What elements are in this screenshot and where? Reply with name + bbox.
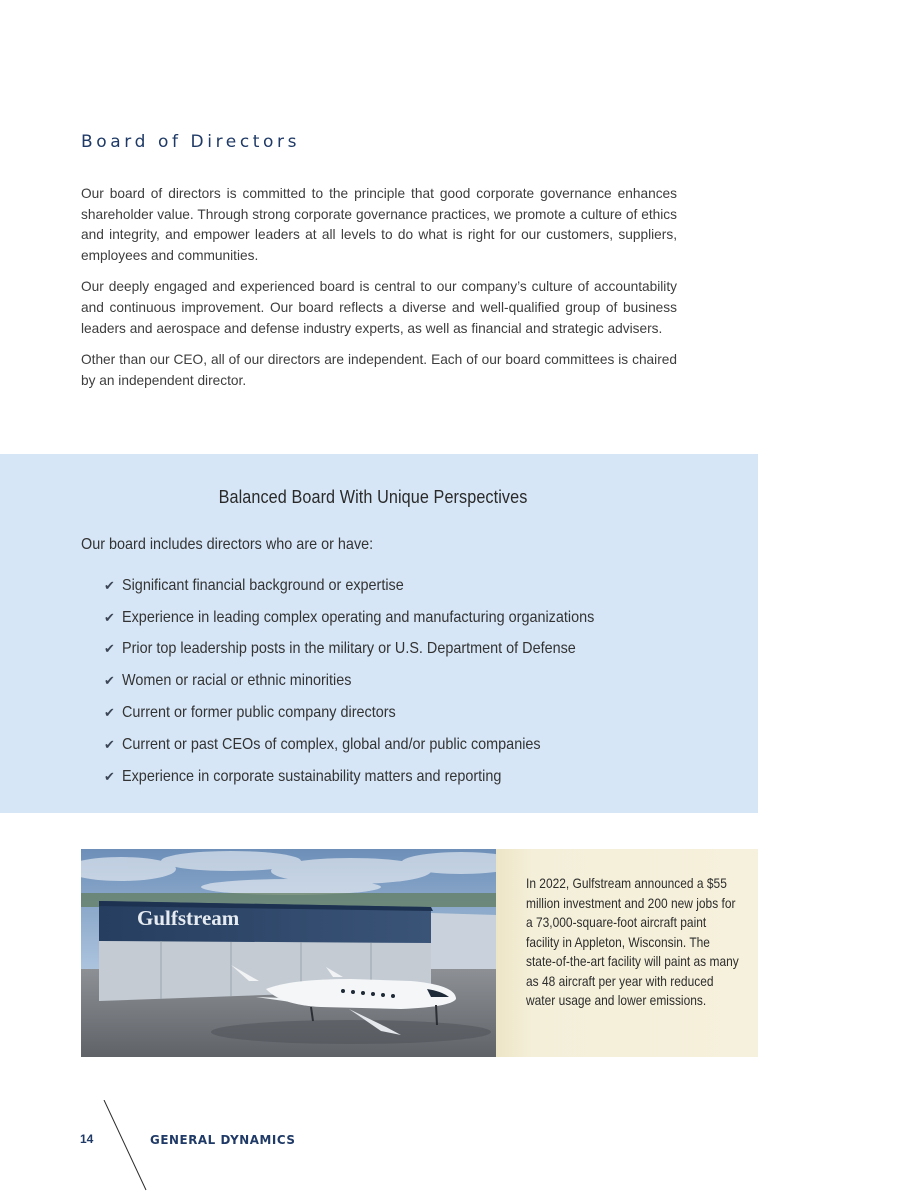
list-item: ✔ Experience in corporate sustainability matters and reporting <box>104 767 502 785</box>
list-item: ✔ Current or past CEOs of complex, global and/or public companies <box>104 735 541 753</box>
check-icon: ✔ <box>104 673 115 689</box>
callout-intro: Our board includes directors who are or have: <box>81 536 374 553</box>
body-paragraph: Our deeply engaged and experienced board is central to our company’s culture of accountability and continuous improvement. Our board reflects a diverse and well-qualified group of business leaders and aerospace and defense industry experts, as well as financial and strategic advisers. <box>81 279 677 336</box>
body-text <box>81 184 677 402</box>
brand-logo: GENERAL DYNAMICS <box>150 1132 296 1147</box>
check-icon: ✔ <box>104 768 115 784</box>
list-item: ✔ Experience in leading complex operating and manufacturing organizations <box>104 608 595 626</box>
check-icon: ✔ <box>104 736 115 752</box>
gulfstream-facility-photo <box>81 849 496 1057</box>
check-icon: ✔ <box>104 641 115 657</box>
board-perspectives-callout <box>0 454 758 813</box>
check-icon: ✔ <box>104 609 115 625</box>
list-item: ✔ Women or racial or ethnic minorities <box>104 672 352 690</box>
section-title: Board of Directors <box>81 132 301 152</box>
check-icon: ✔ <box>104 577 115 593</box>
divider-slash <box>100 1100 150 1191</box>
list-item: ✔ Prior top leadership posts in the military or U.S. Department of Defense <box>104 640 576 658</box>
callout-title: Balanced Board With Unique Perspectives <box>218 487 528 507</box>
list-item: ✔ Significant financial background or expertise <box>104 576 404 594</box>
body-paragraph: Our board of directors is committed to the principle that good corporate governance enhances shareholder value. Through strong corporate governance practices, we promote a culture of ethics and integrity, and empower leaders at all levels to do what is right for our customers, suppliers, employees and communities. <box>81 186 677 263</box>
check-icon: ✔ <box>104 705 115 721</box>
photo-caption <box>496 849 758 1057</box>
page-number: 14 <box>80 1132 94 1146</box>
body-paragraph: Other than our CEO, all of our directors are independent. Each of our board committees is chaired by an independent director. <box>81 352 677 388</box>
callout-list <box>104 570 647 793</box>
caption-text: In 2022, Gulfstream announced a $55 million investment and 200 new jobs for a 73,000-square-foot aircraft paint facility in Appleton, Wisconsin. The state-of-the-art facility will paint as many as 48 aircraft per year with reduced water usage and lower emissions. <box>526 876 739 1008</box>
list-item: ✔ Current or former public company directors <box>104 704 396 722</box>
hangar-sign: Gulfstream <box>137 906 240 930</box>
